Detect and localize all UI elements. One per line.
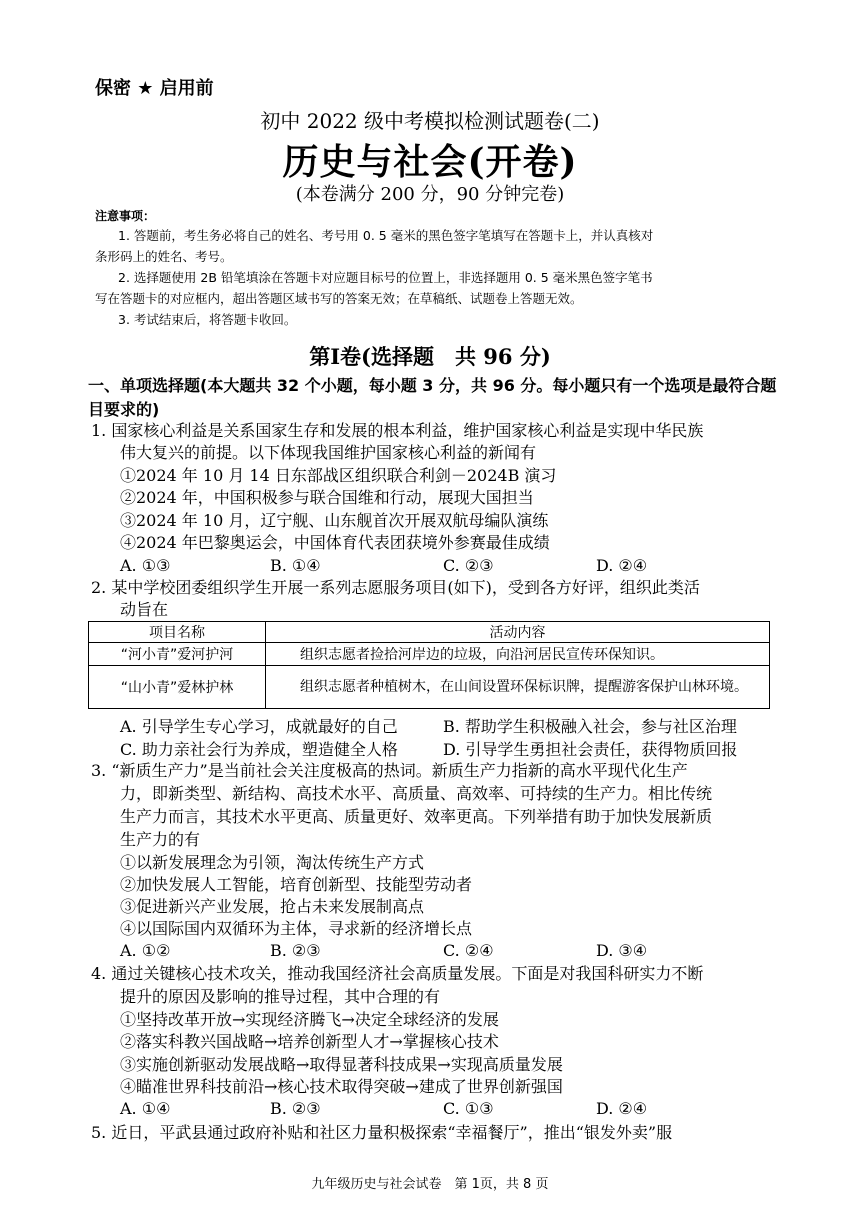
part-heading: 一、单项选择题(本大题共 32 个小题，每小题 3 分，共 96 分。每小题只有一个选项是最符合题目要求的) [88, 376, 777, 419]
exam-title: 初中 2022 级中考模拟检测试题卷(二) [260, 109, 600, 133]
table-cell: “山小青”爱林护林 [89, 666, 266, 709]
q1-item: ④2024 年巴黎奥运会，中国体育代表团获境外参赛最佳成绩 [120, 533, 550, 552]
q3-item: ②加快发展人工智能，培育创新型、技能型劳动者 [120, 875, 473, 894]
note-line: 3. 考试结束后，将答题卡收回。 [118, 312, 297, 327]
q1-option-c: C. ②③ [443, 556, 494, 575]
q1-option-b: B. ①④ [270, 556, 321, 575]
q2-option-c: C. 助力亲社会行为养成，塑造健全人格 [120, 740, 398, 759]
q1-stem: 伟大复兴的前提。以下体现我国维护国家核心利益的新闻有 [120, 443, 537, 462]
note-line: 条形码上的姓名、考号。 [95, 249, 233, 264]
q4-option-c: C. ①③ [443, 1099, 494, 1118]
exam-subtitle: (本卷满分 200 分，90 分钟完卷) [295, 184, 565, 205]
q4-option-d: D. ②④ [596, 1099, 648, 1118]
table-row [89, 666, 770, 709]
q4-stem: 提升的原因及影响的推导过程，其中合理的有 [120, 987, 441, 1006]
q4-item: ②落实科教兴国战略→培养创新型人才→掌握核心技术 [120, 1032, 499, 1051]
confidential-label: 保密 ★ 启用前 [95, 78, 214, 99]
note-line: 2. 选择题使用 2B 铅笔填涂在答题卡对应题目标号的位置上，非选择题用 0. 5 毫米黑色签字笔书 [118, 270, 653, 285]
q1-option-a: A. ①③ [120, 556, 171, 575]
q2-option-a: A. 引导学生专心学习，成就最好的自己 [120, 717, 398, 736]
q1-item: ①2024 年 10 月 14 日东部战区组织联合利剑－2024B 演习 [120, 466, 557, 485]
table-cell: 组织志愿者捡拾河岸边的垃圾，向沿河居民宣传环保知识。 [266, 643, 770, 666]
q2-option-d: D. 引导学生勇担社会责任，获得物质回报 [443, 740, 738, 759]
q5-stem: 5. 近日，平武县通过政府补贴和社区力量积极探索“幸福餐厅”，推出“银发外卖”服 [91, 1123, 673, 1142]
activity-table [88, 621, 770, 709]
note-line: 写在答题卡的对应框内，超出答题区域书写的答案无效；在草稿纸、试题卷上答题无效。 [95, 291, 583, 306]
q3-option-b: B. ②③ [270, 941, 321, 960]
q3-stem: 生产力的有 [120, 830, 201, 849]
page-footer: 九年级历史与社会试卷 第 1页，共 8 页 [311, 1177, 549, 1192]
table-header: 项目名称 [89, 622, 266, 643]
q3-option-a: A. ①② [120, 941, 171, 960]
q4-option-a: A. ①④ [120, 1099, 171, 1118]
q3-option-c: C. ②④ [443, 941, 494, 960]
q2-option-b: B. 帮助学生积极融入社会，参与社区治理 [443, 717, 737, 736]
q3-item: ③促进新兴产业发展，抢占未来发展制高点 [120, 897, 425, 916]
q4-item: ③实施创新驱动发展战略→取得显著科技成果→实现高质量发展 [120, 1055, 563, 1074]
q3-stem: 3. “新质生产力”是当前社会关注度极高的热词。新质生产力指新的高水平现代化生产 [91, 761, 688, 780]
section-title: 第Ⅰ卷(选择题 共 96 分) [309, 344, 551, 369]
note-line: 1. 答题前，考生务必将自己的姓名、考号用 0. 5 毫米的黑色签字笔填写在答题卡上，并认真核对 [118, 228, 654, 243]
table-cell: 组织志愿者种植树木，在山间设置环保标识牌，提醒游客保护山林环境。 [266, 666, 770, 709]
q3-stem: 力，即新类型、新结构、高技术水平、高质量、高效率、可持续的生产力。相比传统 [120, 784, 713, 803]
q4-stem: 4. 通过关键核心技术攻关，推动我国经济社会高质量发展。下面是对我国科研实力不断 [91, 964, 704, 983]
q2-stem: 2. 某中学校团委组织学生开展一系列志愿服务项目(如下)，受到各方好评，组织此类活 [91, 578, 700, 597]
q1-item: ③2024 年 10 月，辽宁舰、山东舰首次开展双航母编队演练 [120, 511, 549, 530]
q1-option-d: D. ②④ [596, 556, 648, 575]
q4-item: ④瞄准世界科技前沿→核心技术取得突破→建成了世界创新强国 [120, 1077, 563, 1096]
q2-stem: 动旨在 [120, 600, 169, 619]
table-header: 活动内容 [266, 622, 770, 643]
q4-item: ①坚持改革开放→实现经济腾飞→决定全球经济的发展 [120, 1010, 499, 1029]
q1-item: ②2024 年，中国积极参与联合国维和行动，展现大国担当 [120, 488, 534, 507]
q3-option-d: D. ③④ [596, 941, 648, 960]
q3-item: ④以国际国内双循环为主体，寻求新的经济增长点 [120, 919, 473, 938]
q1-stem: 1. 国家核心利益是关系国家生存和发展的根本利益，维护国家核心利益是实现中华民族 [91, 421, 704, 440]
notes-heading: 注意事项： [95, 209, 156, 223]
q3-item: ①以新发展理念为引领，淘汰传统生产方式 [120, 853, 425, 872]
q4-option-b: B. ②③ [270, 1099, 321, 1118]
table-row [89, 643, 770, 666]
table-header-row [89, 622, 770, 643]
table-cell: “河小青”爱河护河 [89, 643, 266, 666]
q3-stem: 生产力而言，其技术水平更高、质量更好、效率更高。下列举措有助于加快发展新质 [120, 807, 713, 826]
subject-title: 历史与社会(开卷) [282, 141, 578, 183]
